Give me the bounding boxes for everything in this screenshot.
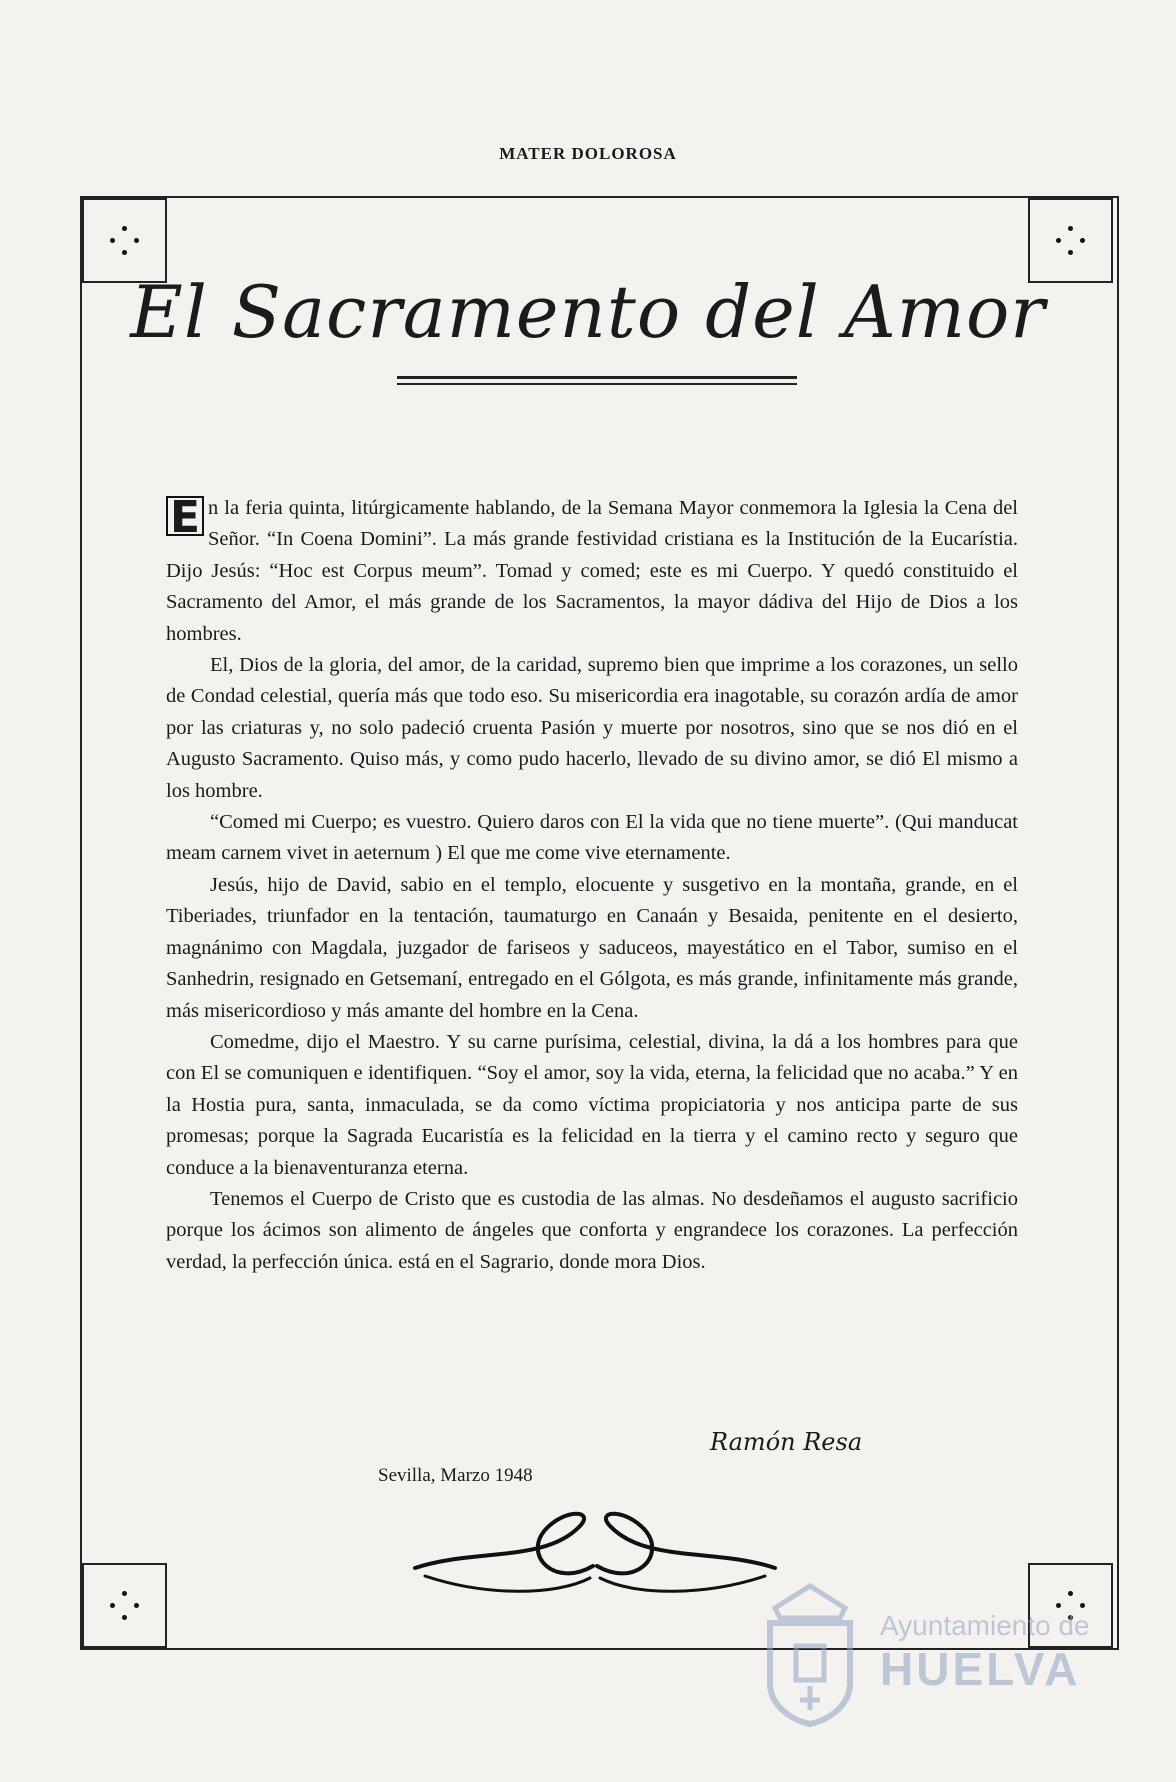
place-date: Sevilla, Marzo 1948	[378, 1465, 533, 1486]
article-body	[166, 493, 1018, 1278]
dots-icon	[1056, 226, 1086, 256]
paragraph-6: Tenemos el Cuerpo de Cristo que es custodia de las almas. No desdeñamos el augusto sacrificio porque los ácimos son alimento de ángeles que conforta y engrandece los corazones. La perfección verdad, la perfección única. está en el Sagrario, donde mora Dios.	[166, 1187, 1018, 1273]
watermark-line-1: Ayuntamiento de	[880, 1610, 1090, 1641]
paragraph-1	[166, 493, 1018, 650]
archive-watermark	[760, 1578, 1090, 1728]
paragraph-4: Jesús, hijo de David, sabio en el templo, elocuente y susgetivo en la montaña, grande, en el Tiberiades, triunfador en la tentación, taumaturgo en Canaán y Besaida, penitente en el desierto, magnánimo con Magdala, juzgador de fariseos y saduceos, mayestático en el Tabor, sumiso en el Sanhedrin, resignado en Getsemaní, entregado en el Gólgota, es más grande, infinitamente más grande, más misericordioso y más amante del hombre en la Cena.	[166, 873, 1018, 1022]
drop-cap: E	[166, 496, 204, 536]
dots-icon	[110, 1591, 140, 1621]
watermark-text	[880, 1610, 1090, 1696]
title-rule-thick	[397, 376, 797, 379]
watermark-line-2: HUELVA	[880, 1643, 1081, 1695]
paragraph-1-text: n la feria quinta, litúrgicamente hablando, de la Semana Mayor conmemora la Iglesia la Cena del Señor. “In Coena Domini”. La más grande festividad cristiana es la Institución de la Eucarístia. Dijo Jesús: “Hoc est Corpus meum”. Tomad y comed; este es mi Cuerpo. Y quedó constituido el Sacramento del Amor, el más grande de los Sacramentos, la mayor dádiva del Hijo de Dios a los hombres.	[166, 497, 1018, 645]
running-header: MATER DOLOROSA	[499, 144, 677, 163]
paragraph-3: “Comed mi Cuerpo; es vuestro. Quiero daros con El la vida que no tiene muerte”. (Qui manducat meam carnem vivet in aeternum ) El que me come vive eternamente.	[166, 811, 1018, 865]
title-rule-thin	[397, 383, 797, 385]
paragraph-5: Comedme, dijo el Maestro. Y su carne purísima, celestial, divina, la dá a los hombres para que con El se comuniquen e identifiquen. “Soy el amor, soy la vida, eterna, la felicidad que no acaba.” Y en la Hostia pura, santa, inmaculada, se da como víctima propiciatoria y nos anticipa parte de sus promesas; porque la Sagrada Eucaristía es la felicidad en la tierra y el camino recto y seguro que conduce a la bienaventuranza eterna.	[166, 1030, 1018, 1179]
corner-ornament-bottom-left	[82, 1563, 167, 1648]
flourish-ornament-icon	[405, 1508, 785, 1603]
article-title: El Sacramento del Amor	[130, 270, 1046, 354]
dots-icon	[110, 226, 140, 256]
city-crest-icon	[760, 1578, 860, 1728]
author-signature: Ramón Resa	[710, 1428, 863, 1456]
paragraph-2: El, Dios de la gloria, del amor, de la caridad, supremo bien que imprime a los corazones, un sello de Condad celestial, quería más que todo eso. Su misericordia era inagotable, su corazón ardía de amor por las criaturas y, no solo padeció cruenta Pasión y muerte por nosotros, sino que se nos dió en el Augusto Sacramento. Quiso más, y como pudo hacerlo, llevado de su divino amor, se dió El mismo a los hombre.	[166, 654, 1018, 802]
